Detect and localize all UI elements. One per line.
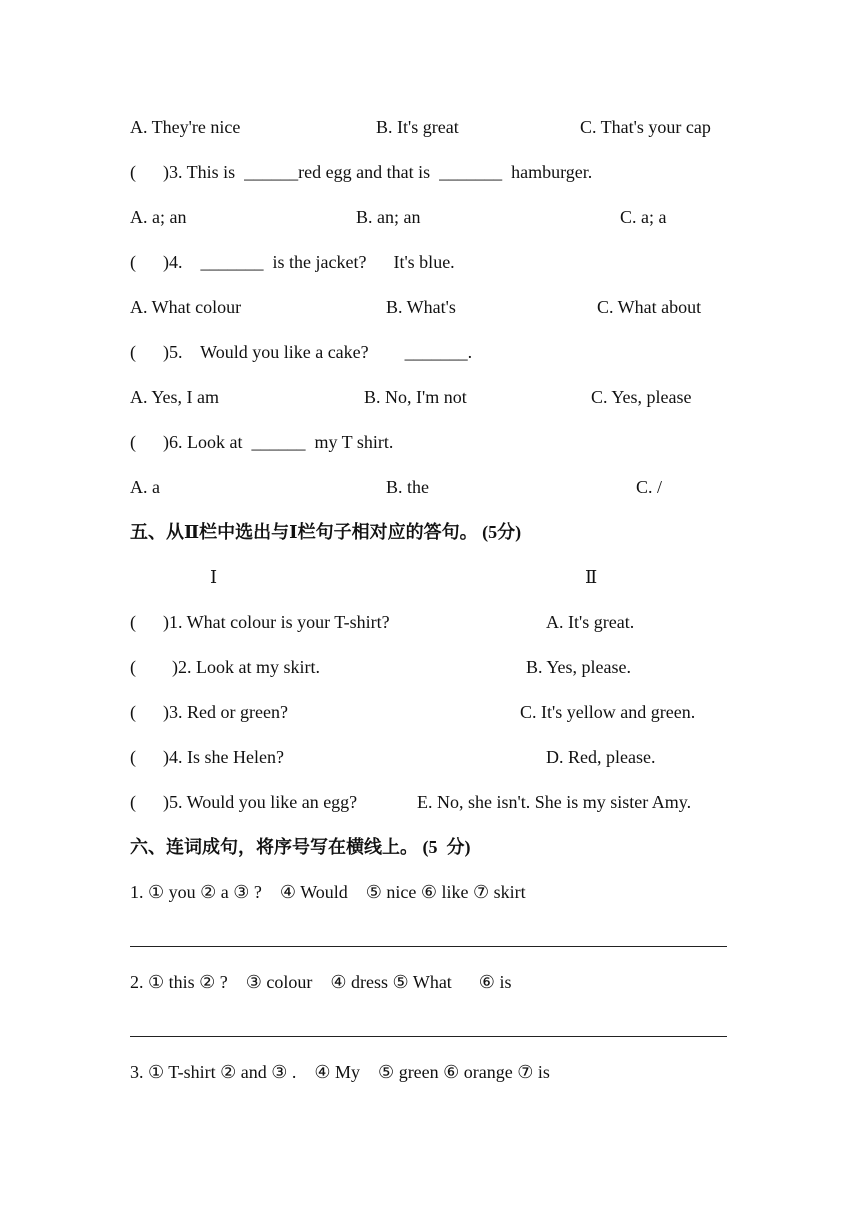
match-row-2-right: B. Yes, please.: [526, 657, 632, 677]
match-row-5-right: E. No, she isn't. She is my sister Amy.: [417, 792, 692, 812]
section5-col2-header: Ⅱ: [585, 567, 598, 587]
q5-option-a: A. Yes, I am: [130, 387, 220, 407]
match-row-5-left: ( )5. Would you like an egg?: [130, 792, 358, 812]
match-row-3-left: ( )3. Red or green?: [130, 702, 288, 722]
q5-stem: ( )5. Would you like a cake? _______.: [130, 342, 473, 362]
reorder-item-2: 2. ① this ② ? ③ colour ④ dress ⑤ What ⑥ is: [130, 972, 512, 992]
q4-option-b: B. What's: [386, 297, 456, 317]
section5-col1-header: Ⅰ: [210, 567, 218, 587]
q4-option-c: C. What about: [597, 297, 702, 317]
q3-option-a: A. a; an: [130, 207, 187, 227]
match-row-4-right: D. Red, please.: [546, 747, 656, 767]
match-row-2-left: ( )2. Look at my skirt.: [130, 657, 320, 677]
q5-option-b: B. No, I'm not: [364, 387, 467, 407]
q4-option-a: A. What colour: [130, 297, 242, 317]
q5-option-c: C. Yes, please: [591, 387, 692, 407]
match-row-1-left: ( )1. What colour is your T-shirt?: [130, 612, 390, 632]
q4-stem: ( )4. _______ is the jacket? It's blue.: [130, 252, 455, 272]
reorder-item-1: 1. ① you ② a ③ ? ④ Would ⑤ nice ⑥ like ⑦ skirt: [130, 882, 526, 902]
q2-option-b: B. It's great: [376, 117, 459, 137]
section5-heading: 五、从Ⅱ栏中选出与Ⅰ栏句子相对应的答句。 (5分): [130, 522, 522, 542]
match-row-4-left: ( )4. Is she Helen?: [130, 747, 284, 767]
q2-option-a: A. They're nice: [130, 117, 241, 137]
q6-option-a: A. a: [130, 477, 160, 497]
q2-option-c: C. That's your cap: [580, 117, 711, 137]
q6-stem: ( )6. Look at ______ my T shirt.: [130, 432, 394, 452]
match-row-3-right: C. It's yellow and green.: [520, 702, 696, 722]
q3-option-c: C. a; a: [620, 207, 667, 227]
q3-option-b: B. an; an: [356, 207, 421, 227]
answer-line-2[interactable]: [130, 1036, 727, 1037]
section6-heading: 六、连词成句，将序号写在横线上。 (5 分): [130, 837, 471, 857]
answer-line-1[interactable]: [130, 946, 727, 947]
q6-option-c: C. /: [636, 477, 663, 497]
q3-stem: ( )3. This is ______red egg and that is _______ hamburger.: [130, 162, 593, 182]
q6-option-b: B. the: [386, 477, 429, 497]
match-row-1-right: A. It's great.: [546, 612, 635, 632]
reorder-item-3: 3. ① T-shirt ② and ③ . ④ My ⑤ green ⑥ orange ⑦ is: [130, 1062, 550, 1082]
